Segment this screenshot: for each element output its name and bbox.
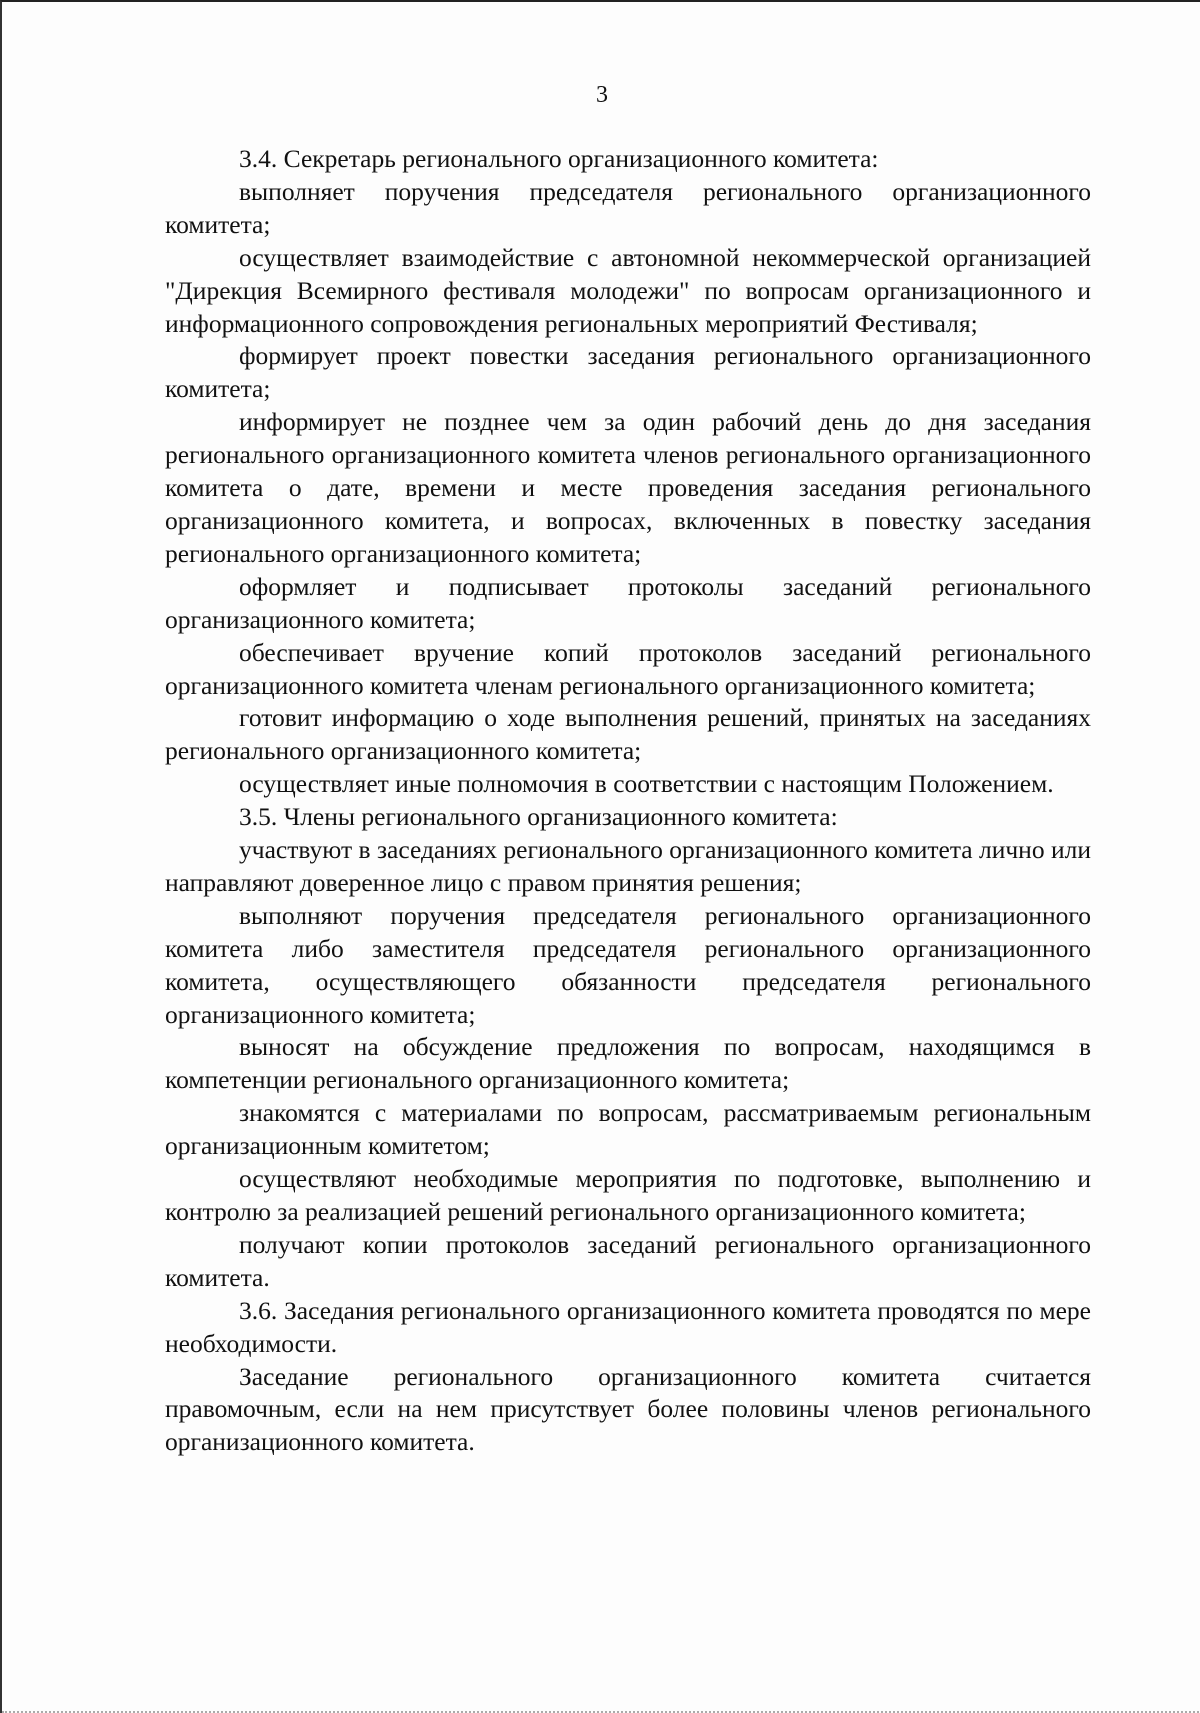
paragraph: готовит информацию о ходе выполнения решений, принятых на заседаниях регионального организационного комитета; xyxy=(165,703,1091,766)
paragraph: выполняют поручения председателя регионального организационного комитета либо заместителя председателя регионального организационного комитета, осуществляющего обязанности председателя регионального организационного комитета; xyxy=(165,900,1091,1029)
scan-bottom-edge xyxy=(2,1707,1200,1713)
paragraph: Заседание регионального организационного комитета считается правомочным, если на нем присутствует более половины членов регионального организационного комитета. xyxy=(165,1361,1091,1457)
paragraph: выносят на обсуждение предложения по вопросам, находящимся в компетенции регионального организационного комитета; xyxy=(165,1032,1091,1095)
paragraph: осуществляет взаимодействие с автономной некоммерческой организацией "Дирекция Всемирного фестиваля молодежи" по вопросам организационного и информационного сопровождения региональных мероприятий Фестиваля; xyxy=(165,242,1091,338)
paragraph: осуществляет иные полномочия в соответствии с настоящим Положением. xyxy=(239,769,1054,799)
section-heading-3-5: 3.5. Члены регионального организационного комитета: xyxy=(239,802,838,832)
section-heading-3-4: 3.4. Секретарь регионального организационного комитета: xyxy=(239,144,879,173)
paragraph: получают копии протоколов заседаний регионального организационного комитета. xyxy=(165,1229,1091,1292)
paragraph: выполняет поручения председателя регионального организационного комитета; xyxy=(165,176,1091,239)
section-heading-3-6: 3.6. Заседания регионального организационного комитета проводятся по мере необходимости. xyxy=(165,1295,1091,1358)
page-number: 3 xyxy=(596,82,608,108)
paragraph: формирует проект повестки заседания регионального организационного комитета; xyxy=(165,341,1091,404)
paragraph: знакомятся с материалами по вопросам, рассматриваемым региональным организационным комитетом; xyxy=(165,1098,1091,1161)
paragraph: осуществляют необходимые мероприятия по подготовке, выполнению и контролю за реализацией решений регионального организационного комитета; xyxy=(165,1164,1091,1226)
paragraph: оформляет и подписывает протоколы заседаний регионального организационного комитета; xyxy=(165,571,1091,634)
paragraph: участвуют в заседаниях регионального организационного комитета лично или направляют доверенное лицо с правом принятия решения; xyxy=(165,835,1091,897)
paragraph: обеспечивает вручение копий протоколов заседаний регионального организационного комитета членам регионального организационного комитета; xyxy=(165,637,1091,700)
document-body xyxy=(165,143,1091,1459)
paragraph: информирует не позднее чем за один рабочий день до дня заседания регионального организационного комитета членов регионального организационного комитета о дате, времени и месте проведения заседания регионального организационного комитета, и вопросах, включенных в повестку заседания регионального организационного комитета; xyxy=(165,407,1091,568)
